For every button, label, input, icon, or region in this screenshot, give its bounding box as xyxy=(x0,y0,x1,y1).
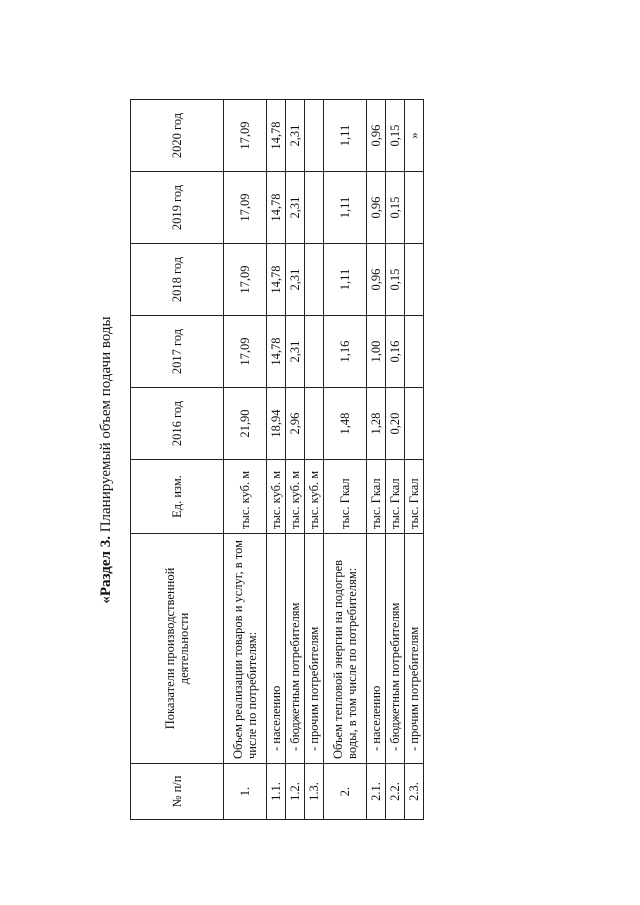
table-row xyxy=(305,100,324,820)
value-2016: 2,96 xyxy=(286,388,305,460)
header-2019: 2019 год xyxy=(131,172,224,244)
value-2020 xyxy=(305,100,324,172)
table-row xyxy=(367,100,386,820)
table-row xyxy=(286,100,305,820)
value-2018: 14,78 xyxy=(267,244,286,316)
value-2017 xyxy=(405,316,424,388)
value-2017: 14,78 xyxy=(267,316,286,388)
rotated-page xyxy=(90,90,510,830)
row-unit: тыс. куб. м xyxy=(305,460,324,534)
table-row xyxy=(267,100,286,820)
row-number: 1.1. xyxy=(267,764,286,820)
value-2017: 17,09 xyxy=(224,316,267,388)
value-2018 xyxy=(305,244,324,316)
header-2017: 2017 год xyxy=(131,316,224,388)
row-indicator: Объем реализации товаров и услуг, в том числе по потребителям: xyxy=(224,534,267,764)
row-unit: тыс. куб. м xyxy=(267,460,286,534)
value-2017: 1,00 xyxy=(367,316,386,388)
value-2020: 14,78 xyxy=(267,100,286,172)
value-2016: 1,48 xyxy=(324,388,367,460)
row-number: 2. xyxy=(324,764,367,820)
value-2020: 0,96 xyxy=(367,100,386,172)
row-number: 1.2. xyxy=(286,764,305,820)
value-2019: 0,96 xyxy=(367,172,386,244)
row-indicator: - бюджетным потребителям xyxy=(386,534,405,764)
value-2019: 17,09 xyxy=(224,172,267,244)
value-2017 xyxy=(305,316,324,388)
value-2018: 1,11 xyxy=(324,244,367,316)
value-2020: 0,15 xyxy=(386,100,405,172)
value-2016 xyxy=(305,388,324,460)
row-unit: тыс. Гкал xyxy=(405,460,424,534)
header-unit: Ед. изм. xyxy=(131,460,224,534)
row-unit: тыс. Гкал xyxy=(367,460,386,534)
row-indicator: - населению xyxy=(267,534,286,764)
row-unit: тыс. куб. м xyxy=(286,460,305,534)
value-2016: 0,20 xyxy=(386,388,405,460)
value-2018: 2,31 xyxy=(286,244,305,316)
header-number: № п/п xyxy=(131,764,224,820)
value-2019: 0,15 xyxy=(386,172,405,244)
row-number: 2.1. xyxy=(367,764,386,820)
row-indicator: - бюджетным потребителям xyxy=(286,534,305,764)
row-indicator: - населению xyxy=(367,534,386,764)
value-2018: 17,09 xyxy=(224,244,267,316)
row-number: 1. xyxy=(224,764,267,820)
row-unit: тыс. куб. м xyxy=(224,460,267,534)
value-2019: 14,78 xyxy=(267,172,286,244)
value-2018 xyxy=(405,244,424,316)
value-2017: 0,16 xyxy=(386,316,405,388)
row-number: 1.3. xyxy=(305,764,324,820)
section-title-bold: «Раздел 3. xyxy=(98,536,114,604)
section-title xyxy=(98,90,115,830)
section-title-text: Планируемый объем подачи воды xyxy=(98,316,114,537)
value-2020: 2,31 xyxy=(286,100,305,172)
value-2018: 0,15 xyxy=(386,244,405,316)
row-number: 2.3. xyxy=(405,764,424,820)
value-2018: 0,96 xyxy=(367,244,386,316)
value-2016: 21,90 xyxy=(224,388,267,460)
row-unit: тыс. Гкал xyxy=(386,460,405,534)
value-2020: » xyxy=(405,100,424,172)
table-row xyxy=(224,100,267,820)
value-2016: 1,28 xyxy=(367,388,386,460)
value-2017: 1,16 xyxy=(324,316,367,388)
value-2019 xyxy=(405,172,424,244)
table-row xyxy=(324,100,367,820)
row-unit: тыс. Гкал xyxy=(324,460,367,534)
row-indicator: Объем тепловой энергии на подогрев воды, в том числе по потребителям: xyxy=(324,534,367,764)
row-indicator: - прочим потребителям xyxy=(305,534,324,764)
value-2019: 2,31 xyxy=(286,172,305,244)
header-2016: 2016 год xyxy=(131,388,224,460)
value-2020: 1,11 xyxy=(324,100,367,172)
table-row xyxy=(386,100,405,820)
header-row xyxy=(131,100,224,820)
value-2016 xyxy=(405,388,424,460)
header-indicator: Показатели производственной деятельности xyxy=(131,534,224,764)
value-2019: 1,11 xyxy=(324,172,367,244)
table-row xyxy=(405,100,424,820)
value-2016: 18,94 xyxy=(267,388,286,460)
value-2020: 17,09 xyxy=(224,100,267,172)
water-supply-table xyxy=(130,99,424,820)
row-indicator: - прочим потребителям xyxy=(405,534,424,764)
row-number: 2.2. xyxy=(386,764,405,820)
value-2017: 2,31 xyxy=(286,316,305,388)
header-2020: 2020 год xyxy=(131,100,224,172)
header-2018: 2018 год xyxy=(131,244,224,316)
value-2019 xyxy=(305,172,324,244)
